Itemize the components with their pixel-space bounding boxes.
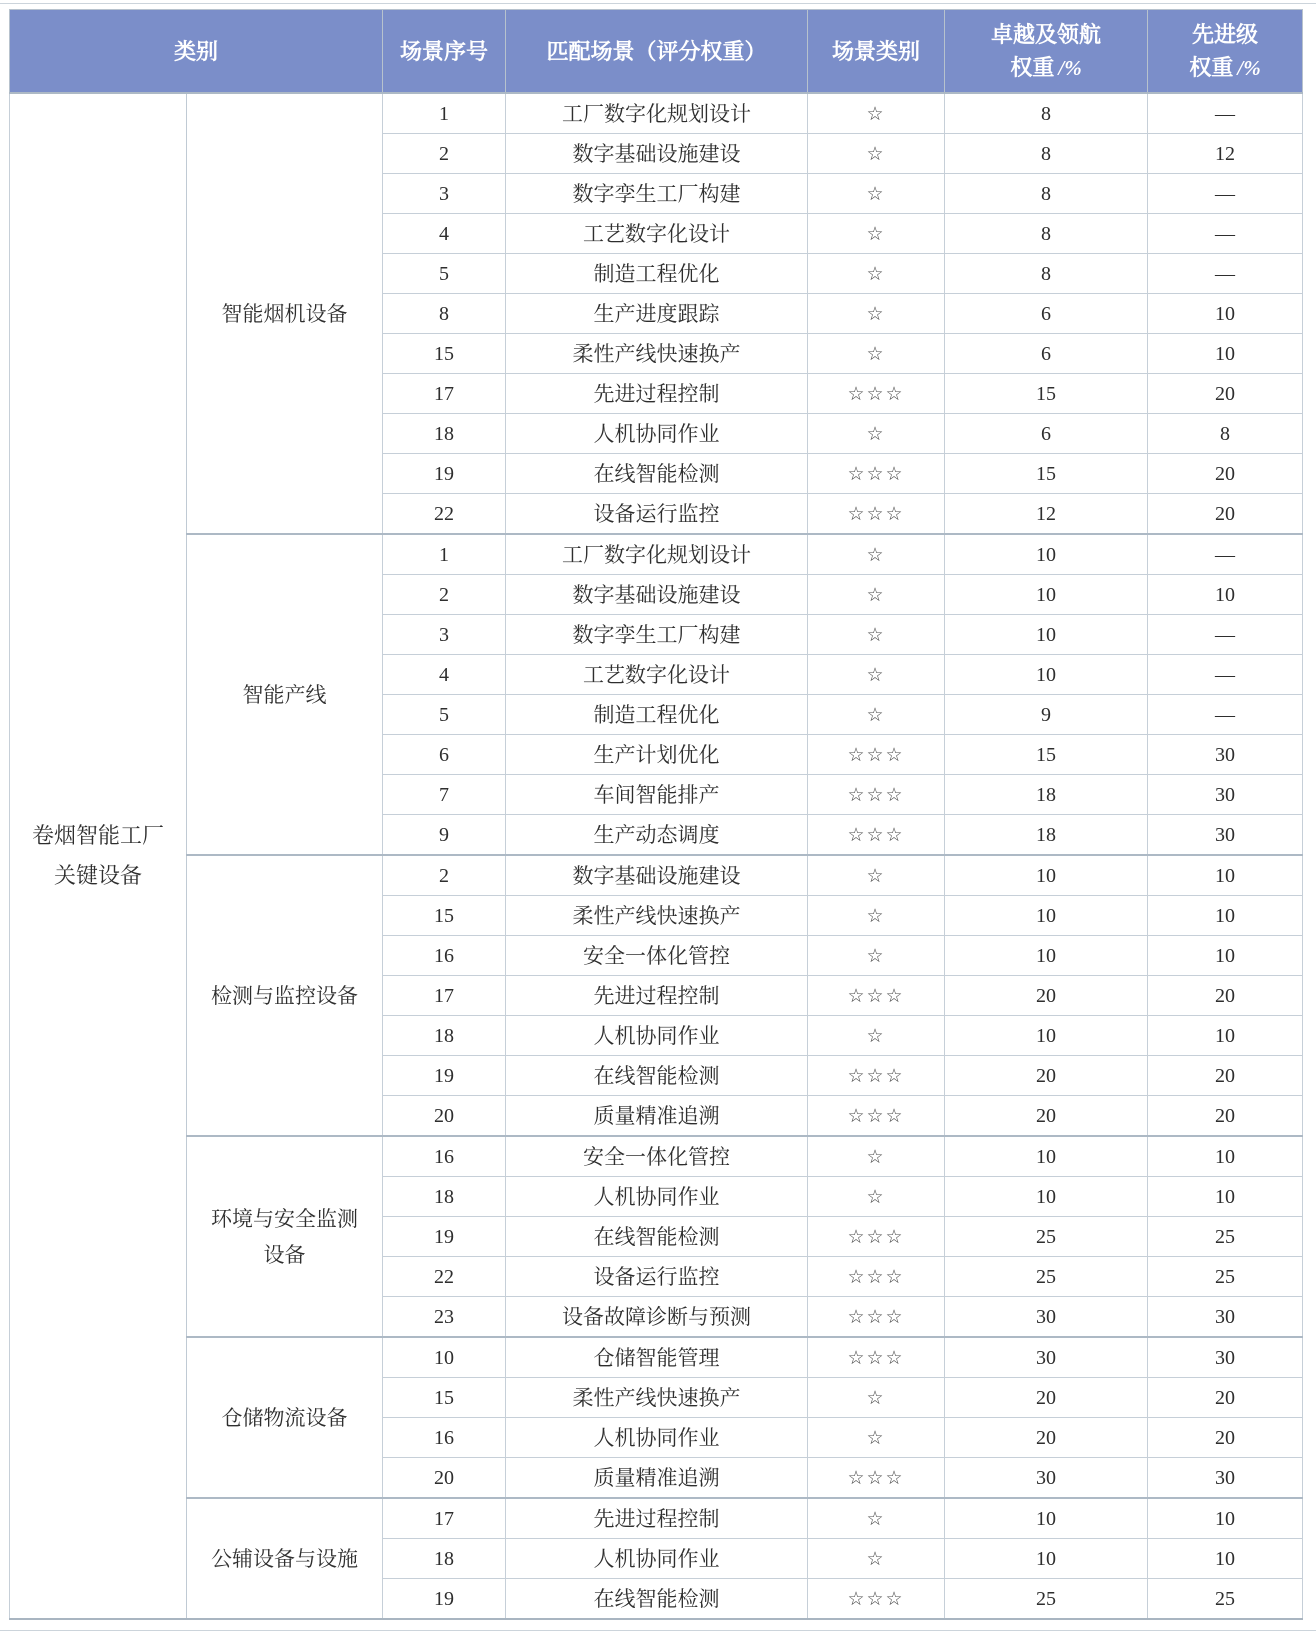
scene-name-cell: 数字基础设施建设 [506,855,808,896]
excellence-weight-cell: 20 [945,1096,1148,1137]
scene-type-stars-cell: ☆ [808,254,945,294]
table-body [10,93,1303,1619]
scene-name-cell: 生产动态调度 [506,815,808,856]
scene-no-cell: 20 [383,1458,506,1499]
advanced-weight-cell: — [1148,655,1303,695]
scene-no-cell: 10 [383,1337,506,1378]
advanced-weight-cell: 10 [1148,1539,1303,1579]
advanced-weight-cell: — [1148,615,1303,655]
excellence-weight-cell: 10 [945,1539,1148,1579]
excellence-weight-cell: 8 [945,254,1148,294]
excellence-weight-cell: 6 [945,414,1148,454]
excellence-weight-cell: 30 [945,1458,1148,1499]
advanced-weight-cell: 20 [1148,454,1303,494]
scene-name-cell: 先进过程控制 [506,976,808,1016]
scene-name-cell: 设备运行监控 [506,494,808,535]
scene-name-cell: 质量精准追溯 [506,1096,808,1137]
advanced-weight-cell: 10 [1148,1177,1303,1217]
excellence-weight-cell: 10 [945,1016,1148,1056]
header-excellence-line1: 卓越及领航 [991,21,1102,47]
group-category-cell: 环境与安全监测 设备 [187,1136,383,1337]
scene-type-stars-cell: ☆ [808,174,945,214]
scene-type-stars-cell: ☆☆☆ [808,1458,945,1499]
scene-name-cell: 安全一体化管控 [506,936,808,976]
scene-name-cell: 在线智能检测 [506,454,808,494]
excellence-weight-cell: 18 [945,815,1148,856]
scene-type-stars-cell: ☆ [808,93,945,134]
scene-no-cell: 15 [383,1378,506,1418]
page-bottom-border [0,1630,1316,1631]
scene-type-stars-cell: ☆ [808,855,945,896]
excellence-weight-cell: 18 [945,775,1148,815]
excellence-weight-cell: 20 [945,1056,1148,1096]
advanced-weight-cell: 10 [1148,936,1303,976]
scene-no-cell: 22 [383,494,506,535]
advanced-weight-cell: 10 [1148,334,1303,374]
advanced-weight-cell: — [1148,695,1303,735]
excellence-weight-cell: 10 [945,655,1148,695]
scene-no-cell: 23 [383,1297,506,1338]
advanced-weight-cell: 30 [1148,775,1303,815]
scene-name-cell: 仓储智能管理 [506,1337,808,1378]
scene-type-stars-cell: ☆☆☆ [808,775,945,815]
scene-type-stars-cell: ☆ [808,134,945,174]
header-category: 类别 [10,10,383,94]
scene-name-cell: 生产进度跟踪 [506,294,808,334]
scene-name-cell: 生产计划优化 [506,735,808,775]
scene-no-cell: 19 [383,1217,506,1257]
group-category-cell: 智能产线 [187,534,383,855]
advanced-weight-cell: 25 [1148,1217,1303,1257]
scene-type-stars-cell: ☆ [808,294,945,334]
scene-no-cell: 2 [383,575,506,615]
scene-name-cell: 数字基础设施建设 [506,575,808,615]
header-weight-unit: /% [1058,55,1082,80]
advanced-weight-cell: 10 [1148,294,1303,334]
excellence-weight-cell: 25 [945,1257,1148,1297]
header-excellence-weight [945,10,1148,94]
scene-type-stars-cell: ☆ [808,534,945,575]
scene-no-cell: 3 [383,615,506,655]
excellence-weight-cell: 15 [945,454,1148,494]
advanced-weight-cell: 30 [1148,815,1303,856]
scene-name-cell: 人机协同作业 [506,1177,808,1217]
advanced-weight-cell: — [1148,174,1303,214]
scene-name-cell: 工艺数字化设计 [506,655,808,695]
scene-no-cell: 16 [383,936,506,976]
excellence-weight-cell: 8 [945,93,1148,134]
advanced-weight-cell: 25 [1148,1257,1303,1297]
excellence-weight-cell: 30 [945,1337,1148,1378]
scene-no-cell: 18 [383,1539,506,1579]
advanced-weight-cell: 8 [1148,414,1303,454]
excellence-weight-cell: 6 [945,294,1148,334]
scene-type-stars-cell: ☆ [808,936,945,976]
excellence-weight-cell: 10 [945,855,1148,896]
advanced-weight-cell: — [1148,534,1303,575]
scene-type-stars-cell: ☆☆☆ [808,1579,945,1620]
excellence-weight-cell: 8 [945,214,1148,254]
scene-type-stars-cell: ☆ [808,414,945,454]
scene-name-cell: 人机协同作业 [506,414,808,454]
scene-no-cell: 18 [383,1177,506,1217]
excellence-weight-cell: 15 [945,374,1148,414]
scene-type-stars-cell: ☆☆☆ [808,1297,945,1338]
scene-type-stars-cell: ☆ [808,1498,945,1539]
group-category-cell: 公辅设备与设施 [187,1498,383,1619]
page-top-border [0,3,1316,4]
advanced-weight-cell: 30 [1148,735,1303,775]
excellence-weight-cell: 25 [945,1217,1148,1257]
excellence-weight-cell: 10 [945,1498,1148,1539]
scene-no-cell: 19 [383,1056,506,1096]
scene-no-cell: 19 [383,454,506,494]
scene-no-cell: 17 [383,374,506,414]
excellence-weight-cell: 10 [945,575,1148,615]
scene-type-stars-cell: ☆ [808,896,945,936]
scene-name-cell: 车间智能排产 [506,775,808,815]
scene-type-stars-cell: ☆ [808,575,945,615]
excellence-weight-cell: 10 [945,534,1148,575]
table-row [10,1136,1303,1177]
excellence-weight-cell: 8 [945,174,1148,214]
scene-type-stars-cell: ☆ [808,655,945,695]
scene-name-cell: 人机协同作业 [506,1539,808,1579]
advanced-weight-cell: 10 [1148,575,1303,615]
root-category-cell: 卷烟智能工厂 关键设备 [10,93,187,1619]
header-match-scene: 匹配场景（评分权重） [506,10,808,94]
scene-no-cell: 22 [383,1257,506,1297]
scene-no-cell: 6 [383,735,506,775]
header-weight-unit: /% [1237,55,1261,80]
scene-name-cell: 设备运行监控 [506,1257,808,1297]
scene-name-cell: 在线智能检测 [506,1217,808,1257]
scene-type-stars-cell: ☆☆☆ [808,976,945,1016]
header-scene-type: 场景类别 [808,10,945,94]
excellence-weight-cell: 30 [945,1297,1148,1338]
scene-no-cell: 9 [383,815,506,856]
excellence-weight-cell: 20 [945,976,1148,1016]
scene-type-stars-cell: ☆ [808,615,945,655]
excellence-weight-cell: 20 [945,1378,1148,1418]
excellence-weight-cell: 10 [945,615,1148,655]
scene-type-stars-cell: ☆☆☆ [808,1257,945,1297]
advanced-weight-cell: 20 [1148,1378,1303,1418]
scene-no-cell: 18 [383,1016,506,1056]
table-row [10,1337,1303,1378]
scene-type-stars-cell: ☆ [808,1136,945,1177]
header-advanced-line1: 先进级 [1192,21,1259,47]
excellence-weight-cell: 10 [945,936,1148,976]
table-row [10,1498,1303,1539]
advanced-weight-cell: — [1148,93,1303,134]
scene-no-cell: 20 [383,1096,506,1137]
excellence-weight-cell: 10 [945,1177,1148,1217]
scene-no-cell: 16 [383,1136,506,1177]
scene-no-cell: 3 [383,174,506,214]
scene-name-cell: 先进过程控制 [506,374,808,414]
scene-type-stars-cell: ☆☆☆ [808,735,945,775]
scene-type-stars-cell: ☆ [808,1539,945,1579]
scene-no-cell: 19 [383,1579,506,1620]
scene-no-cell: 7 [383,775,506,815]
advanced-weight-cell: 10 [1148,896,1303,936]
header-weight-label: 权重 [1010,54,1055,80]
scene-name-cell: 在线智能检测 [506,1579,808,1620]
advanced-weight-cell: 20 [1148,976,1303,1016]
advanced-weight-cell: 25 [1148,1579,1303,1620]
scene-type-stars-cell: ☆☆☆ [808,374,945,414]
advanced-weight-cell: 10 [1148,1016,1303,1056]
scene-name-cell: 数字基础设施建设 [506,134,808,174]
scene-no-cell: 17 [383,976,506,1016]
excellence-weight-cell: 20 [945,1418,1148,1458]
scene-weight-table [9,9,1303,1620]
table-row [10,534,1303,575]
scene-type-stars-cell: ☆ [808,214,945,254]
scene-name-cell: 在线智能检测 [506,1056,808,1096]
excellence-weight-cell: 6 [945,334,1148,374]
scene-type-stars-cell: ☆ [808,1378,945,1418]
scene-name-cell: 柔性产线快速换产 [506,1378,808,1418]
table-row [10,93,1303,134]
excellence-weight-cell: 10 [945,1136,1148,1177]
advanced-weight-cell: 20 [1148,1056,1303,1096]
scene-no-cell: 1 [383,93,506,134]
advanced-weight-cell: 10 [1148,1498,1303,1539]
scene-name-cell: 柔性产线快速换产 [506,896,808,936]
excellence-weight-cell: 10 [945,896,1148,936]
excellence-weight-cell: 9 [945,695,1148,735]
scene-no-cell: 4 [383,655,506,695]
scene-name-cell: 数字孪生工厂构建 [506,174,808,214]
advanced-weight-cell: 20 [1148,1096,1303,1137]
scene-name-cell: 质量精准追溯 [506,1458,808,1499]
advanced-weight-cell: 20 [1148,494,1303,535]
scene-no-cell: 2 [383,134,506,174]
scene-name-cell: 数字孪生工厂构建 [506,615,808,655]
group-category-cell: 仓储物流设备 [187,1337,383,1498]
scene-type-stars-cell: ☆☆☆ [808,1217,945,1257]
scene-type-stars-cell: ☆ [808,1418,945,1458]
excellence-weight-cell: 8 [945,134,1148,174]
scene-no-cell: 18 [383,414,506,454]
scene-type-stars-cell: ☆ [808,1016,945,1056]
scene-no-cell: 2 [383,855,506,896]
header-scene-no: 场景序号 [383,10,506,94]
scene-name-cell: 安全一体化管控 [506,1136,808,1177]
header-weight-label: 权重 [1189,54,1234,80]
scene-type-stars-cell: ☆☆☆ [808,1056,945,1096]
scene-type-stars-cell: ☆ [808,1177,945,1217]
scene-name-cell: 制造工程优化 [506,695,808,735]
scene-name-cell: 制造工程优化 [506,254,808,294]
scene-no-cell: 15 [383,334,506,374]
advanced-weight-cell: 30 [1148,1458,1303,1499]
advanced-weight-cell: — [1148,254,1303,294]
advanced-weight-cell: 30 [1148,1297,1303,1338]
scene-name-cell: 柔性产线快速换产 [506,334,808,374]
scene-no-cell: 17 [383,1498,506,1539]
table-row [10,855,1303,896]
scene-type-stars-cell: ☆☆☆ [808,454,945,494]
advanced-weight-cell: 30 [1148,1337,1303,1378]
excellence-weight-cell: 12 [945,494,1148,535]
group-category-cell: 智能烟机设备 [187,93,383,534]
scene-no-cell: 8 [383,294,506,334]
scene-type-stars-cell: ☆ [808,334,945,374]
advanced-weight-cell: 10 [1148,1136,1303,1177]
scene-name-cell: 设备故障诊断与预测 [506,1297,808,1338]
scene-name-cell: 先进过程控制 [506,1498,808,1539]
scene-name-cell: 工厂数字化规划设计 [506,534,808,575]
advanced-weight-cell: 10 [1148,855,1303,896]
scene-type-stars-cell: ☆☆☆ [808,815,945,856]
scene-no-cell: 4 [383,214,506,254]
scene-type-stars-cell: ☆☆☆ [808,1096,945,1137]
scene-name-cell: 人机协同作业 [506,1418,808,1458]
scene-no-cell: 15 [383,896,506,936]
advanced-weight-cell: 20 [1148,374,1303,414]
scene-no-cell: 5 [383,695,506,735]
scene-no-cell: 5 [383,254,506,294]
excellence-weight-cell: 25 [945,1579,1148,1620]
scene-type-stars-cell: ☆☆☆ [808,1337,945,1378]
scene-name-cell: 工厂数字化规划设计 [506,93,808,134]
scene-type-stars-cell: ☆ [808,695,945,735]
scene-name-cell: 工艺数字化设计 [506,214,808,254]
scene-type-stars-cell: ☆☆☆ [808,494,945,535]
excellence-weight-cell: 15 [945,735,1148,775]
group-category-cell: 检测与监控设备 [187,855,383,1136]
advanced-weight-cell: 20 [1148,1418,1303,1458]
advanced-weight-cell: — [1148,214,1303,254]
header-row [10,10,1303,94]
scene-no-cell: 1 [383,534,506,575]
header-advanced-weight [1148,10,1303,94]
scene-no-cell: 16 [383,1418,506,1458]
advanced-weight-cell: 12 [1148,134,1303,174]
scene-name-cell: 人机协同作业 [506,1016,808,1056]
